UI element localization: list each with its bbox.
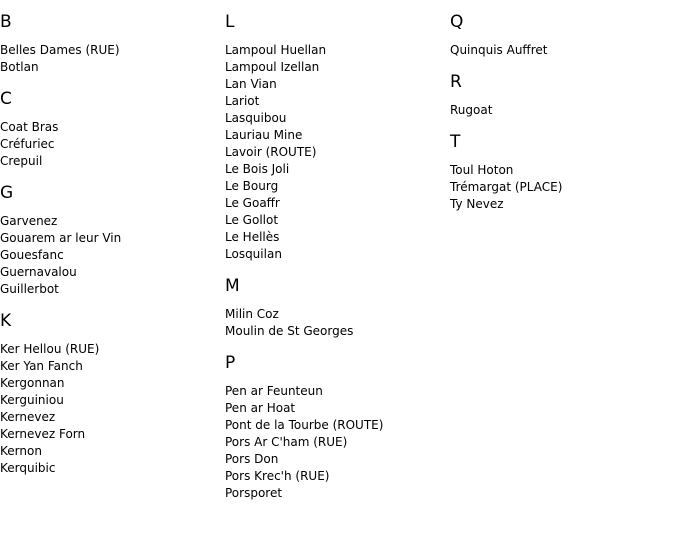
street-link[interactable]: Gouarem ar leur Vin [0,231,122,245]
street-link[interactable]: Pors Ar C'ham (RUE) [225,435,348,449]
street-link[interactable]: Lauriau Mine [225,128,303,142]
street-link[interactable]: Le Hellès [225,230,280,244]
street-list [450,162,670,213]
street-link[interactable]: Guillerbot [0,282,59,296]
street-list [225,383,445,502]
letter-heading: P [225,353,236,373]
street-link[interactable]: Rugoat [450,103,493,117]
street-link[interactable]: Losquilan [225,247,282,261]
street-list [0,119,220,170]
letter-heading: Q [450,12,464,32]
street-link[interactable]: Kernevez [0,410,56,424]
street-link[interactable]: Gouesfanc [0,248,64,262]
letter-group [450,72,670,119]
letter-group [0,311,220,477]
street-list [0,213,220,298]
street-link[interactable]: Crepuil [0,154,43,168]
letter-heading: C [0,89,12,109]
street-link[interactable]: Lan Vian [225,77,277,91]
street-column-2 [225,0,445,515]
street-list [0,341,220,477]
street-link[interactable]: Ty Nevez [450,197,504,211]
street-link[interactable]: Milin Coz [225,307,279,321]
street-link[interactable]: Trémargat (PLACE) [450,180,563,194]
letter-group [0,183,220,298]
street-link[interactable]: Kerquibic [0,461,56,475]
letter-heading: L [225,12,235,32]
letter-heading: M [225,276,240,296]
street-link[interactable]: Guernavalou [0,265,77,279]
street-list [450,42,670,59]
street-link[interactable]: Ker Yan Fanch [0,359,83,373]
street-list [0,42,220,76]
street-link[interactable]: Lavoir (ROUTE) [225,145,317,159]
street-link[interactable]: Lariot [225,94,260,108]
street-column-3 [450,0,670,226]
street-link[interactable]: Le Goaffr [225,196,280,210]
letter-heading: K [0,311,12,331]
street-link[interactable]: Pors Krec'h (RUE) [225,469,330,483]
street-link[interactable]: Pen ar Feunteun [225,384,323,398]
letter-group [225,276,445,340]
street-link[interactable]: Lampoul Huellan [225,43,327,57]
street-link[interactable]: Toul Hoton [450,163,514,177]
letter-group [225,353,445,502]
street-link[interactable]: Belles Dames (RUE) [0,43,120,57]
street-link[interactable]: Pors Don [225,452,279,466]
letter-group [450,12,670,59]
street-link[interactable]: Garvenez [0,214,58,228]
street-link[interactable]: Pont de la Tourbe (ROUTE) [225,418,384,432]
letter-group [225,12,445,263]
street-link[interactable]: Ker Hellou (RUE) [0,342,100,356]
street-link[interactable]: Kernon [0,444,42,458]
street-link[interactable]: Coat Bras [0,120,59,134]
street-link[interactable]: Kergonnan [0,376,65,390]
street-link[interactable]: Moulin de St Georges [225,324,354,338]
street-link[interactable]: Kerguiniou [0,393,64,407]
street-link[interactable]: Créfuriec [0,137,55,151]
letter-heading: G [0,183,14,203]
street-link[interactable]: Le Gollot [225,213,279,227]
street-link[interactable]: Lampoul Izellan [225,60,320,74]
letter-heading: T [450,132,461,152]
street-link[interactable]: Le Bourg [225,179,279,193]
street-list [225,306,445,340]
street-link[interactable]: Quinquis Auffret [450,43,548,57]
street-link[interactable]: Pen ar Hoat [225,401,296,415]
letter-group [0,12,220,76]
street-link[interactable]: Porsporet [225,486,283,500]
street-list [450,102,670,119]
street-link[interactable]: Botlan [0,60,39,74]
letter-heading: B [0,12,12,32]
street-column-1 [0,0,220,490]
street-link[interactable]: Le Bois Joli [225,162,290,176]
street-link[interactable]: Lasquibou [225,111,287,125]
street-list [225,42,445,263]
street-link[interactable]: Kernevez Forn [0,427,86,441]
letter-heading: R [450,72,462,92]
letter-group [0,89,220,170]
letter-group [450,132,670,213]
